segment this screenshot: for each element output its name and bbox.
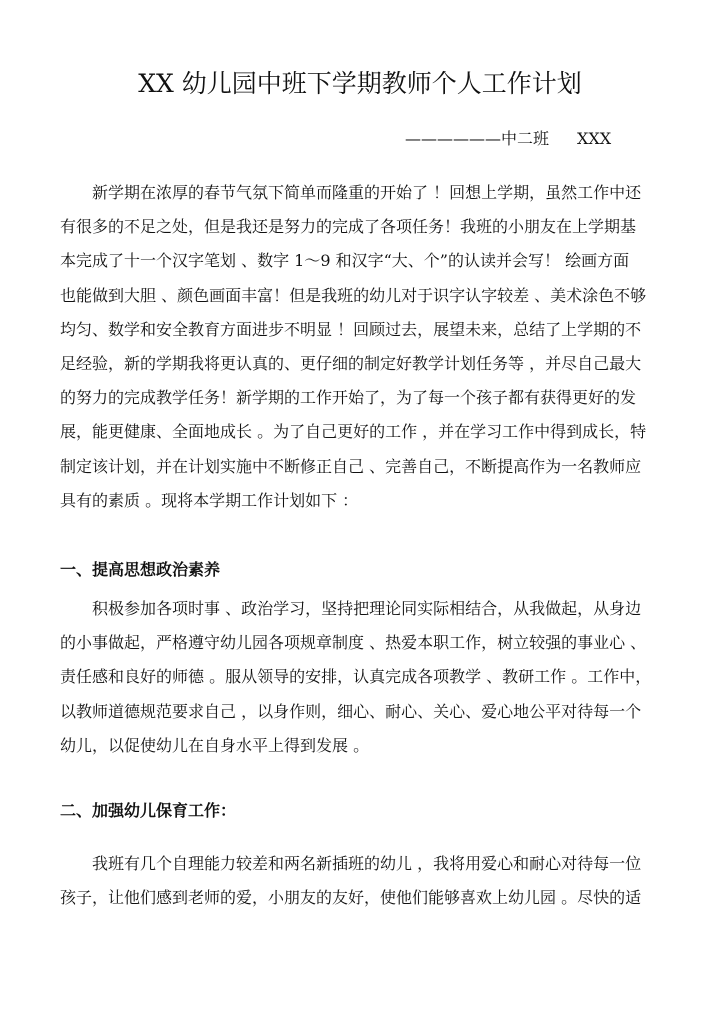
- section-two-heading: 二、加强幼儿保育工作：: [60, 801, 237, 820]
- paragraph-line: 幼儿，以促使幼儿在自身水平上得到发展 。: [60, 735, 370, 755]
- document-title: XX 幼儿园中班下学期教师个人工作计划: [138, 69, 582, 98]
- byline-author: XXX: [577, 129, 612, 148]
- paragraph-line: 责任感和良好的师德 。服从领导的安排，认真完成各项教学 、教研工作 。工作中，: [60, 667, 652, 687]
- intro-paragraph: [60, 176, 660, 518]
- paragraph-line: 积极参加各项时事 、政治学习，坚持把理论同实际相结合，从我做起，从身边: [92, 599, 642, 618]
- paragraph-line: 的小事做起，严格遵守幼儿园各项规章制度 、热爱本职工作，树立较强的事业心 、: [60, 633, 647, 653]
- paragraph-line: 我班有几个自理能力较差和两名新插班的幼儿 ，我将用爱心和耐心对待每一位: [92, 854, 642, 873]
- paragraph-line: 孩子，让他们感到老师的爱，小朋友的友好，使他们能够喜欢上幼儿园 。尽快的适: [60, 888, 642, 908]
- paragraph-line: 也能做到大胆 、颜色画面丰富！但是我班的幼儿对于识字认字较差 、美术涂色不够: [60, 285, 647, 305]
- section-two-paragraph: [60, 847, 660, 915]
- paragraph-line: 足经验，新的学期我将更认真的、更仔细的制定好教学计划任务等 ，并尽自己最大: [60, 353, 642, 373]
- paragraph-line: 的努力的完成教学任务！新学期的工作开始了，为了每一个孩子都有获得更好的发: [60, 388, 637, 408]
- section-one-heading: 一、提高思想政治素养: [60, 560, 221, 579]
- byline-class: ——————中二班: [405, 129, 550, 148]
- byline: [405, 127, 611, 151]
- paragraph-line: 新学期在浓厚的春节气氛下简单而隆重的开始了 ！回想上学期，虽然工作中还: [92, 183, 642, 202]
- section-one-paragraph: [60, 592, 660, 763]
- paragraph-line: 以教师道德规范要求自己 ，以身作则，细心、耐心、关心、爱心地公平对待每一个: [60, 701, 642, 721]
- paragraph-line: 本完成了十一个汉字笔划 、数字 1～9 和汉字“大、个”的认读并会写！ 绘画方面: [60, 251, 630, 271]
- paragraph-line: 有很多的不足之处，但是我还是努力的完成了各项任务！我班的小朋友在上学期基: [60, 217, 637, 237]
- paragraph-line: 制定该计划，并在计划实施中不断修正自己 、完善自己，不断提高作为一名教师应: [60, 456, 642, 476]
- paragraph-line: 均匀、数学和安全教育方面进步不明显 ！回顾过去，展望未来，总结了上学期的不: [60, 319, 642, 339]
- paragraph-line: 具有的素质 。现将本学期工作计划如下 ：: [60, 490, 359, 510]
- paragraph-line: 展，能更健康、全面地成长 。为了自己更好的工作 ，并在学习工作中得到成长，特: [60, 422, 647, 442]
